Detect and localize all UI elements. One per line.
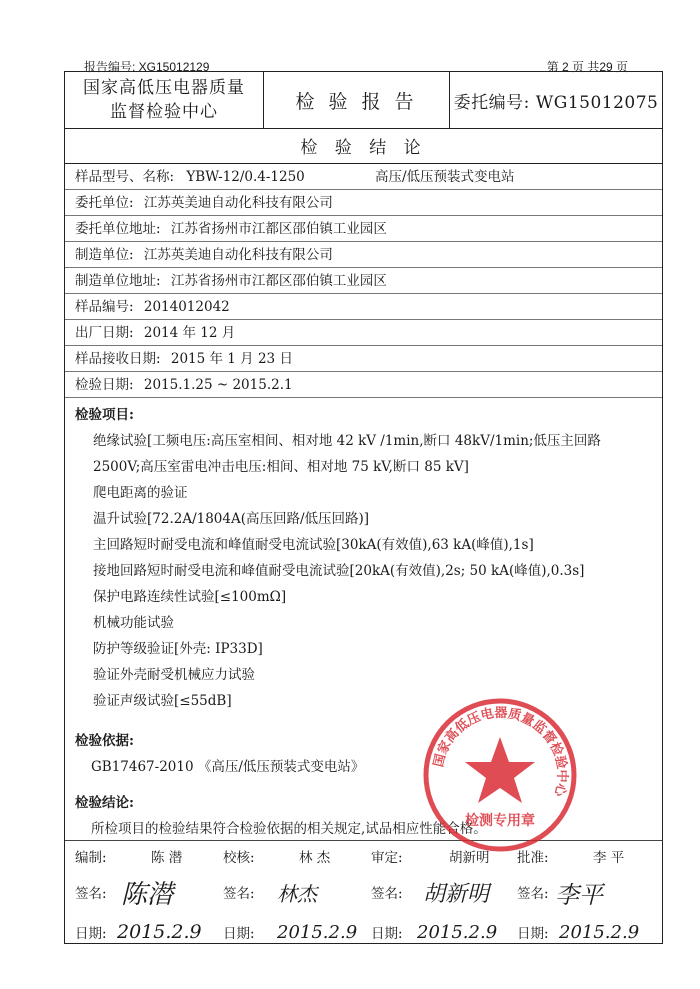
test-item: 保护电路连续性试验[≤100mΩ] [93,589,287,605]
conclusion-heading: 检验结论: [75,795,134,811]
test-item: 主回路短时耐受电流和峰值耐受电流试验[30kA(有效值),63 kA(峰值),1s] [93,537,534,553]
conclusion-value: 所检项目的检验结果符合检验依据的相关规定,试品相应性能合格。 [91,821,487,837]
field-test-date-label: 检验日期: [75,377,134,393]
field-sample-number [65,294,662,320]
handwritten-date: 2015.2.9 [277,921,358,943]
sign-label: 签名: [371,886,403,902]
date-label: 日期: [223,926,255,942]
field-test-date-value: 2015.1.25 ~ 2015.2.1 [143,377,293,393]
sign-label: 签名: [223,886,255,902]
check-name: 林 杰 [299,849,331,866]
header-row [65,72,662,129]
compile-label: 编制: [75,849,107,866]
sign-label: 签名: [75,886,107,902]
field-client-address-value: 江苏省扬州市江都区邵伯镇工业园区 [170,221,387,237]
section-title: 检 验 结 论 [65,128,662,164]
handwritten-signature: 林杰 [277,881,317,906]
approve-name: 李 平 [593,849,625,866]
seal-center-text: 检测专用章 [465,813,535,829]
test-items-heading: 检验项目: [75,407,134,423]
review-name: 胡新明 [449,849,490,866]
field-maker-value: 江苏英美迪自动化科技有限公司 [143,247,333,263]
compile-name: 陈 潜 [151,849,183,866]
org-name-line1: 国家高低压电器质量 [83,78,245,98]
test-item: 温升试验[72.2A/1804A(高压回路/低压回路)] [93,511,370,527]
test-item: 绝缘试验[工频电压:高压室相间、相对地 42 kV /1min,断口 48kV/1min;低压主回路 2500V;高压室雷电冲击电压:相间、相对地 75 kV,断口 85 kV] [93,433,601,475]
report-number: 报告编号: XG15012129 [84,60,210,74]
date-label: 日期: [75,926,107,942]
field-receive-date [65,346,662,372]
basis-heading: 检验依据: [75,733,134,749]
sign-label: 签名: [517,886,549,902]
field-mfg-date-label: 出厂日期: [75,325,134,341]
field-mfg-date-value: 2014 年 12 月 [143,325,236,341]
field-maker [65,242,662,268]
test-item: 机械功能试验 [93,615,174,631]
field-maker-address [65,268,662,294]
field-maker-address-value: 江苏省扬州市江都区邵伯镇工业园区 [170,273,387,289]
seal-star-icon [465,737,535,803]
test-item: 验证外壳耐受机械应力试验 [93,667,255,683]
test-item: 爬电距离的验证 [93,485,188,501]
review-label: 审定: [371,849,403,866]
handwritten-date: 2015.2.9 [559,921,640,943]
field-model-label: 样品型号、名称: [75,169,175,185]
field-client [65,190,662,216]
date-row [65,914,662,950]
test-items-block [65,402,662,714]
field-maker-address-label: 制造单位地址: [75,273,161,289]
field-maker-label: 制造单位: [75,247,134,263]
field-receive-date-value: 2015 年 1 月 23 日 [170,351,293,367]
test-item: 防护等级验证[外壳: IP33D] [93,641,263,657]
field-model-value: YBW-12/0.4-1250 [186,169,305,185]
check-label: 校核: [223,849,255,866]
field-model [65,164,662,190]
seal-ring-text: 国家高低压电器质量监督检验中心 [431,705,570,798]
field-sample-number-value: 2014012042 [143,299,230,315]
basis-value: GB17467-2010 《高压/低压预装式变电站》 [91,759,365,775]
handwritten-signature: 胡新明 [423,881,490,907]
date-label: 日期: [371,926,403,942]
signature-row [65,870,662,914]
page-number: 第 2 页 共29 页 [546,60,628,74]
field-receive-date-label: 样品接收日期: [75,351,161,367]
date-label: 日期: [517,926,549,942]
handwritten-signature: 陈潜 [121,879,174,910]
entrust-number: 委托编号: WG15012075 [453,92,659,113]
handwritten-date: 2015.2.9 [417,921,498,943]
field-test-date [65,372,662,398]
handwritten-signature: 李平 [555,880,603,909]
field-model-name: 高压/低压预装式变电站 [375,169,515,185]
org-name-cell [65,72,264,128]
field-client-label: 委托单位: [75,195,134,211]
handwritten-date: 2015.2.9 [117,921,202,943]
field-mfg-date [65,320,662,346]
field-sample-number-label: 样品编号: [75,299,134,315]
field-client-value: 江苏英美迪自动化科技有限公司 [143,195,333,211]
doc-title: 检 验 报 告 [264,72,450,128]
test-item: 接地回路短时耐受电流和峰值耐受电流试验[20kA(有效值),2s; 50 kA(峰值),0.3s] [93,563,585,579]
test-item: 验证声级试验[≤55dB] [93,693,232,709]
field-client-address-label: 委托单位地址: [75,221,161,237]
official-seal [420,695,580,855]
org-name-line2: 监督检验中心 [110,102,218,122]
approve-label: 批准: [517,849,549,866]
field-client-address [65,216,662,242]
